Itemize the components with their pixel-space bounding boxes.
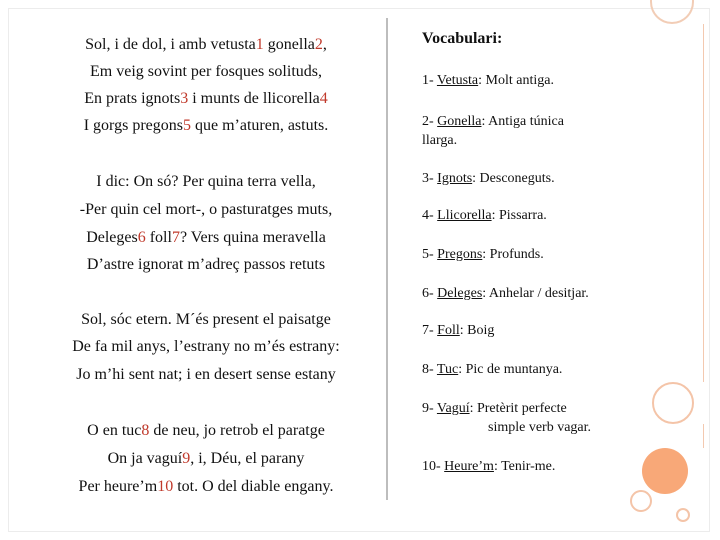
text: I gorgs pregons (83, 117, 183, 134)
vocab-item (422, 113, 564, 131)
footnote-number: 8 (141, 422, 150, 439)
text: Per heure’m (78, 478, 158, 495)
vocab-term: Deleges (437, 286, 483, 301)
poem-line: Sol, sóc etern. M´és present el paisatge (81, 311, 331, 328)
footnote-number: 2 (314, 36, 323, 53)
vocab-term: Vaguí (436, 401, 470, 416)
vocab-term: Tuc (436, 362, 459, 377)
vocab-number: 7- (422, 323, 438, 338)
text: Deleges (86, 229, 138, 246)
vocab-number: 9- (422, 401, 437, 416)
poem-line (36, 228, 376, 248)
vocab-item (422, 458, 555, 476)
text: i munts de llicorella (188, 90, 320, 107)
poem-line (36, 35, 376, 55)
text: tot. O del diable engany. (173, 478, 334, 495)
vocab-item (422, 246, 544, 264)
vocab-definition: : Pretèrit perfecte (469, 401, 567, 416)
vocab-term: Pregons (437, 247, 483, 262)
poem-line: I dic: On só? Per quina terra vella, (96, 173, 316, 190)
text: O en tuc (87, 422, 142, 439)
poem-line: -Per quin cel mort-, o pasturatges muts, (79, 201, 333, 218)
vocab-item (422, 72, 554, 90)
poem-line (36, 477, 376, 497)
decor-line-top (703, 24, 704, 382)
text: Sol, i de dol, i amb vetusta (85, 36, 256, 53)
decor-circle-outline (652, 382, 694, 424)
poem-line (36, 421, 376, 441)
vocab-definition: : Anhelar / desitjar. (482, 286, 589, 301)
vocab-item (422, 400, 567, 418)
decor-circle-tiny (676, 508, 690, 522)
vocab-number: 6- (422, 286, 438, 301)
poem-line: D’astre ignorat m’adreç passos retuts (86, 256, 326, 273)
text: En prats ignots (84, 90, 181, 107)
footnote-number: 1 (255, 36, 264, 53)
vocab-item (422, 361, 562, 379)
vocab-term: Vetusta (436, 73, 479, 88)
decor-circle-small (630, 490, 652, 512)
vocabulary-title: Vocabulari: (422, 30, 503, 47)
vocab-definition: : Molt antiga. (478, 73, 554, 88)
poem-line: Jo m’hi sent nat; i en desert sense estany (76, 366, 336, 383)
poem-line (36, 89, 376, 109)
vocab-number: 4- (422, 208, 438, 223)
poem-line (36, 449, 376, 469)
vocab-definition: : Pic de muntanya. (458, 362, 563, 377)
vocab-definition: : Tenir-me. (493, 459, 556, 474)
poem-line: De fa mil anys, l’estrany no m’és estrany: (72, 338, 340, 355)
vocab-item (422, 207, 547, 225)
vocab-definition-cont: simple verb vagar. (488, 420, 592, 435)
vocab-item (422, 285, 589, 303)
vocab-definition: : Profunds. (482, 247, 544, 262)
vocab-term: Llicorella (437, 208, 492, 223)
vocab-number: 5- (422, 247, 438, 262)
vocab-definition-cont: llarga. (422, 133, 458, 148)
text: ? Vers quina meravella (179, 229, 326, 246)
column-divider (386, 18, 388, 500)
vocab-definition: : Desconeguts. (472, 171, 555, 186)
vocab-number: 3- (422, 171, 438, 186)
vocab-number: 10- (422, 459, 445, 474)
poem-line: Em veig sovint per fosques solituds, (90, 63, 322, 80)
text: , (322, 36, 327, 53)
text: gonella (263, 36, 315, 53)
footnote-number: 7 (171, 229, 180, 246)
text: que m’aturen, astuts. (190, 117, 329, 134)
text: On ja vaguí (107, 450, 183, 467)
vocab-term: Gonella (437, 114, 482, 129)
footnote-number: 9 (182, 450, 191, 467)
text: , i, Déu, el parany (190, 450, 305, 467)
vocab-number: 2- (422, 114, 438, 129)
vocab-definition: : Antiga túnica (481, 114, 564, 129)
vocab-term: Ignots (437, 171, 473, 186)
vocab-definition: : Pissarra. (491, 208, 547, 223)
vocab-term: Foll (437, 323, 460, 338)
vocab-number: 1- (422, 73, 437, 88)
vocab-item (422, 170, 555, 188)
footnote-number: 10 (157, 478, 174, 495)
vocab-term: Heure’m (444, 459, 494, 474)
vocab-item (422, 322, 494, 340)
poem-line (36, 116, 376, 136)
footnote-number: 4 (319, 90, 328, 107)
footnote-number: 5 (182, 117, 191, 134)
text: foll (145, 229, 172, 246)
text: de neu, jo retrob el paratge (149, 422, 325, 439)
vocab-number: 8- (422, 362, 437, 377)
vocab-definition: : Boig (459, 323, 495, 338)
decor-circle-filled (642, 448, 688, 494)
footnote-number: 3 (180, 90, 189, 107)
decor-line-bottom (703, 424, 704, 448)
footnote-number: 6 (137, 229, 146, 246)
